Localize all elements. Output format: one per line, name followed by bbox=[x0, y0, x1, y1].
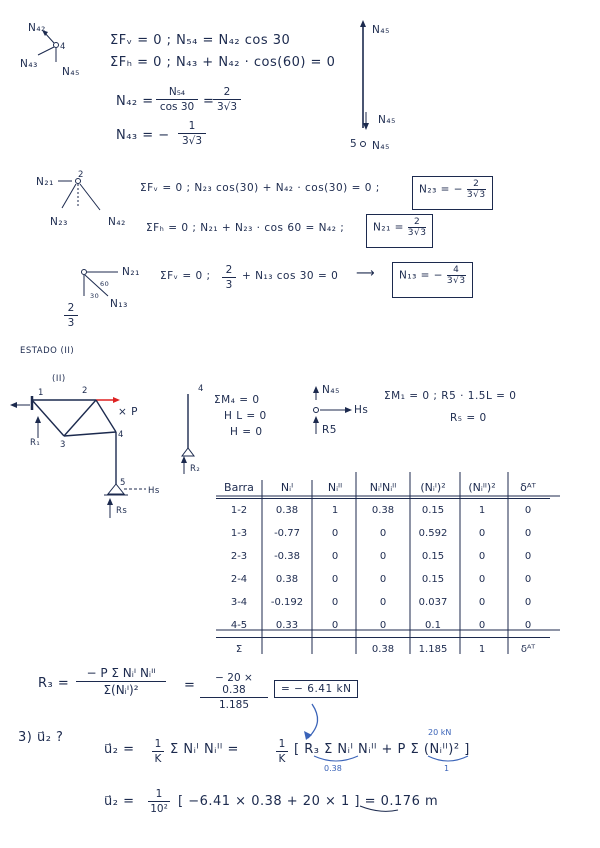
cell: -0.38 bbox=[274, 551, 300, 562]
angle-60: 60 bbox=[100, 280, 110, 288]
cell: 4-5 bbox=[230, 620, 248, 631]
member-top-label: N₄₅ bbox=[372, 24, 390, 36]
k-den-2: K bbox=[278, 753, 286, 765]
node4-number: 4 bbox=[60, 42, 66, 52]
cell: 0 bbox=[524, 574, 532, 585]
eq-fv-3-num: 2 bbox=[222, 264, 236, 278]
cell: 0 bbox=[331, 620, 339, 631]
member-mid-label: N₄₅ bbox=[378, 114, 396, 126]
n23-lhs: N₂₃ = − bbox=[419, 183, 464, 196]
node2-number: 2 bbox=[78, 170, 84, 180]
eq-fv-3-den: 3 bbox=[225, 279, 233, 291]
table-row bbox=[216, 614, 550, 638]
header-ni-product: NᵢᴵNᵢᴵᴵ bbox=[358, 476, 408, 499]
truss-1-3 bbox=[32, 400, 64, 436]
cell: 0 bbox=[379, 574, 387, 585]
cell: 1 bbox=[478, 505, 486, 516]
table-row bbox=[216, 499, 550, 523]
r3-num: − P Σ Nᵢᴵ Nᵢᴵᴵ bbox=[76, 666, 166, 682]
n42-den-2: 3√3 bbox=[216, 101, 238, 113]
vert-member-support bbox=[182, 448, 194, 456]
header-ni-1-sq: (Nᵢᴵ)² bbox=[408, 476, 458, 499]
note-038: 0.38 bbox=[324, 764, 342, 773]
cell: 0 bbox=[478, 528, 486, 539]
note-20kn: 20 kN bbox=[428, 728, 452, 737]
n13-fraction bbox=[447, 265, 466, 286]
cell: 0.38 bbox=[371, 505, 395, 516]
n42-label-2: N₄₂ bbox=[108, 216, 126, 228]
r3-fraction bbox=[76, 666, 166, 697]
truss-hs-label: Hs bbox=[148, 486, 160, 496]
cell: 0 bbox=[478, 574, 486, 585]
n21-label: N₂₁ bbox=[36, 176, 54, 188]
table-row bbox=[216, 568, 550, 591]
cell: 1-2 bbox=[230, 505, 248, 516]
forces-hs: Hs bbox=[354, 404, 369, 416]
table-sum-row bbox=[216, 638, 550, 662]
truss-node-5: 5 bbox=[120, 478, 126, 488]
r5-head bbox=[313, 416, 319, 423]
r3-lhs: R₃ = bbox=[38, 676, 70, 691]
n42-fraction bbox=[156, 86, 198, 113]
u-bracket: [ R₃ Σ Nᵢᴵ Nᵢᴵᴵ + P Σ (Nᵢᴵᴵ)² ] bbox=[294, 742, 470, 757]
n43-num: 1 bbox=[178, 120, 206, 134]
n42-label: N₄₂ bbox=[28, 22, 46, 34]
n23-num: 2 bbox=[467, 179, 486, 190]
cell: 1-3 bbox=[230, 528, 248, 539]
truss-node-2: 2 bbox=[82, 386, 88, 396]
n42-arrow-2 bbox=[80, 184, 100, 210]
header-barra: Barra bbox=[216, 476, 262, 499]
n23-label: N₂₃ bbox=[50, 216, 68, 228]
n43-lhs: N₄₃ = − bbox=[116, 128, 170, 143]
table-row bbox=[216, 591, 550, 614]
cell: 0 bbox=[478, 551, 486, 562]
eq-fh-2: ΣFₕ = 0 ; N₂₁ + N₂₃ · cos 60 = N₄₂ ; bbox=[146, 222, 345, 234]
truss-2-4 bbox=[96, 400, 116, 432]
n13-den: 3√3 bbox=[446, 276, 466, 286]
truss-rs-label: Rs bbox=[116, 506, 128, 516]
sum-label: Σ bbox=[216, 638, 262, 662]
u2-fraction bbox=[148, 788, 170, 815]
truss-node-3: 3 bbox=[60, 440, 66, 450]
cell: 2-4 bbox=[230, 574, 248, 585]
n21-result-box bbox=[366, 214, 433, 248]
n45-label: N₄₅ bbox=[62, 66, 80, 78]
eq-fv-2: ΣFᵥ = 0 ; N₂₃ cos(30) + N₄₂ · cos(30) = 0 ; bbox=[140, 182, 380, 194]
eq-fv-3-fraction bbox=[222, 264, 236, 291]
left-num: 2 bbox=[64, 302, 78, 316]
eq-fv-3-rhs: + N₁₃ cos 30 = 0 bbox=[242, 270, 339, 282]
r3-fraction-2 bbox=[200, 672, 268, 711]
header-ni-2-sq: (Nᵢᴵᴵ)² bbox=[458, 476, 506, 499]
n13-label: N₁₃ bbox=[110, 298, 128, 310]
k-den: K bbox=[154, 753, 162, 765]
n21-lhs: N₂₁ = bbox=[373, 221, 404, 234]
cell: 0.15 bbox=[421, 505, 445, 516]
sum-delta: δᴬᵀ bbox=[506, 638, 550, 662]
n13-num: 4 bbox=[447, 265, 466, 276]
cell bbox=[262, 638, 312, 662]
angle-30: 30 bbox=[90, 292, 100, 300]
table-row bbox=[216, 522, 550, 545]
n21-label-3: N₂₁ bbox=[122, 266, 140, 278]
n43-fraction bbox=[178, 120, 206, 147]
table-row bbox=[216, 545, 550, 568]
part3-label: 3) u⃗₂ ? bbox=[18, 730, 64, 745]
n45-head bbox=[313, 386, 319, 393]
u-sum: Σ Nᵢᴵ Nᵢᴵᴵ = bbox=[170, 742, 239, 757]
support-1-head bbox=[10, 402, 17, 408]
cell: 0 bbox=[331, 597, 339, 608]
forces-r5: R5 bbox=[322, 424, 337, 436]
blue-arrow bbox=[308, 704, 318, 738]
n42-eq: = bbox=[203, 94, 215, 109]
moment-eq: ΣM₁ = 0 ; R5 · 1.5L = 0 bbox=[384, 390, 517, 402]
node4-circle bbox=[54, 43, 59, 48]
left-den: 3 bbox=[67, 317, 75, 329]
forces-n45: N₄₅ bbox=[322, 384, 340, 396]
cell: 0 bbox=[524, 505, 532, 516]
eq-fv-1: ΣFᵥ = 0 ; N₅₄ = N₄₂ cos 30 bbox=[110, 33, 291, 48]
rs-head bbox=[107, 498, 113, 505]
red-arrowhead bbox=[113, 397, 120, 403]
cell: 0.592 bbox=[418, 528, 448, 539]
cell: 0 bbox=[379, 551, 387, 562]
n43-label: N₄₃ bbox=[20, 58, 38, 70]
r3-den-2: 1.185 bbox=[218, 699, 250, 711]
n42-num: N₅₄ bbox=[156, 86, 198, 100]
u2-den: 10² bbox=[150, 803, 168, 815]
cell: 0.38 bbox=[275, 574, 299, 585]
truss-3-4 bbox=[64, 432, 116, 436]
cell: 0.15 bbox=[421, 551, 445, 562]
cell: 0 bbox=[331, 551, 339, 562]
left-fraction bbox=[64, 302, 78, 329]
r1-head bbox=[35, 416, 41, 423]
k-fraction bbox=[152, 738, 164, 765]
vert-top-label: 4 bbox=[198, 384, 204, 394]
r3-result-box: = − 6.41 kN bbox=[274, 680, 358, 698]
n23-result-box bbox=[412, 176, 493, 210]
results-table bbox=[216, 476, 550, 661]
cell: 0.33 bbox=[275, 620, 299, 631]
r2-label: R₂ bbox=[190, 464, 201, 474]
sum-product: 0.38 bbox=[358, 638, 408, 662]
eq-fv-3-lhs: ΣFᵥ = 0 ; bbox=[160, 270, 211, 282]
r3-den: Σ(Nᵢᴵ)² bbox=[103, 683, 139, 697]
cell: 1 bbox=[331, 505, 339, 516]
truss-label: (II) bbox=[52, 374, 66, 384]
n13-result-box bbox=[392, 262, 473, 298]
cell: 0.1 bbox=[425, 620, 441, 631]
sum-ni-2-sq: 1 bbox=[458, 638, 506, 662]
n42-lhs: N₄₂ = bbox=[116, 94, 154, 109]
cell: 0.037 bbox=[418, 597, 448, 608]
cell bbox=[312, 638, 358, 662]
cell: 2-3 bbox=[230, 551, 248, 562]
member-bottom-label: N₄₅ bbox=[372, 140, 390, 152]
n21-num: 2 bbox=[408, 217, 427, 228]
table-header-row bbox=[216, 476, 550, 499]
n23-fraction bbox=[467, 179, 486, 200]
u-lhs: u⃗₂ = bbox=[104, 742, 135, 757]
n43-arrow bbox=[38, 47, 54, 55]
u2-expr: [ −6.41 × 0.38 + 20 × 1 ] = 0.176 m bbox=[178, 794, 439, 809]
cell: 3-4 bbox=[230, 597, 248, 608]
r3-eq: = bbox=[184, 678, 196, 693]
cell: 0 bbox=[478, 620, 486, 631]
member-bottom-head bbox=[363, 123, 369, 130]
estado-title: ESTADO (II) bbox=[20, 346, 75, 356]
node1-circle bbox=[82, 270, 87, 275]
cell: 0 bbox=[524, 620, 532, 631]
header-ni-1: Nᵢᴵ bbox=[262, 476, 312, 499]
eq-fh-1: ΣFₕ = 0 ; N₄₃ + N₄₂ · cos(60) = 0 bbox=[110, 55, 336, 70]
cell: -0.192 bbox=[270, 597, 304, 608]
r3-num-2: − 20 × 0.38 bbox=[200, 672, 268, 698]
moment-result: R₅ = 0 bbox=[450, 412, 487, 424]
n13-lhs: N₁₃ = − bbox=[399, 269, 444, 282]
cond-1: ΣM₄ = 0 bbox=[214, 394, 260, 406]
r1-label: R₁ bbox=[30, 438, 41, 448]
header-delta: δᴬᵀ bbox=[506, 476, 550, 499]
k-num: 1 bbox=[152, 738, 164, 752]
hs-head bbox=[345, 407, 352, 413]
n43-den: 3√3 bbox=[181, 135, 203, 147]
cell: 0 bbox=[478, 597, 486, 608]
n42-fraction-2 bbox=[213, 86, 241, 113]
cell: 0 bbox=[331, 574, 339, 585]
r2-head bbox=[181, 456, 187, 463]
implies-arrow: ⟶ bbox=[356, 266, 376, 281]
member-top-head bbox=[360, 20, 366, 27]
n42-num-2: 2 bbox=[213, 86, 241, 100]
cell: 0 bbox=[331, 528, 339, 539]
n21-fraction bbox=[408, 217, 427, 238]
cell: 0 bbox=[524, 528, 532, 539]
n23-arrow bbox=[62, 184, 76, 208]
truss-2-3 bbox=[64, 400, 96, 436]
cell: 0 bbox=[524, 597, 532, 608]
sum-ni-1-sq: 1.185 bbox=[408, 638, 458, 662]
cell: 0.38 bbox=[275, 505, 299, 516]
cell: -0.77 bbox=[274, 528, 300, 539]
blue-arrowhead bbox=[304, 731, 312, 740]
cell: 0 bbox=[379, 528, 387, 539]
header-ni-2: Nᵢᴵᴵ bbox=[312, 476, 358, 499]
truss-node-1: 1 bbox=[38, 388, 44, 398]
u2-num: 1 bbox=[148, 788, 170, 802]
cell: 0 bbox=[379, 620, 387, 631]
cond-2: H L = 0 bbox=[224, 410, 267, 422]
n42-den: cos 30 bbox=[159, 101, 195, 113]
cond-3: H = 0 bbox=[230, 426, 263, 438]
n21-den: 3√3 bbox=[407, 228, 427, 238]
load-p-label: × P bbox=[118, 406, 138, 418]
cell: 0.15 bbox=[421, 574, 445, 585]
forces-node bbox=[314, 408, 319, 413]
member-bottom-number: 5 bbox=[350, 138, 358, 150]
member-node5 bbox=[361, 142, 366, 147]
k-fraction-2 bbox=[276, 738, 288, 765]
cell: 0 bbox=[524, 551, 532, 562]
k-num-2: 1 bbox=[276, 738, 288, 752]
u2-lhs: u⃗₂ = bbox=[104, 794, 135, 809]
truss-node-4: 4 bbox=[118, 430, 124, 440]
cell: 0 bbox=[379, 597, 387, 608]
n23-den: 3√3 bbox=[466, 190, 486, 200]
note-1: 1 bbox=[444, 764, 450, 773]
